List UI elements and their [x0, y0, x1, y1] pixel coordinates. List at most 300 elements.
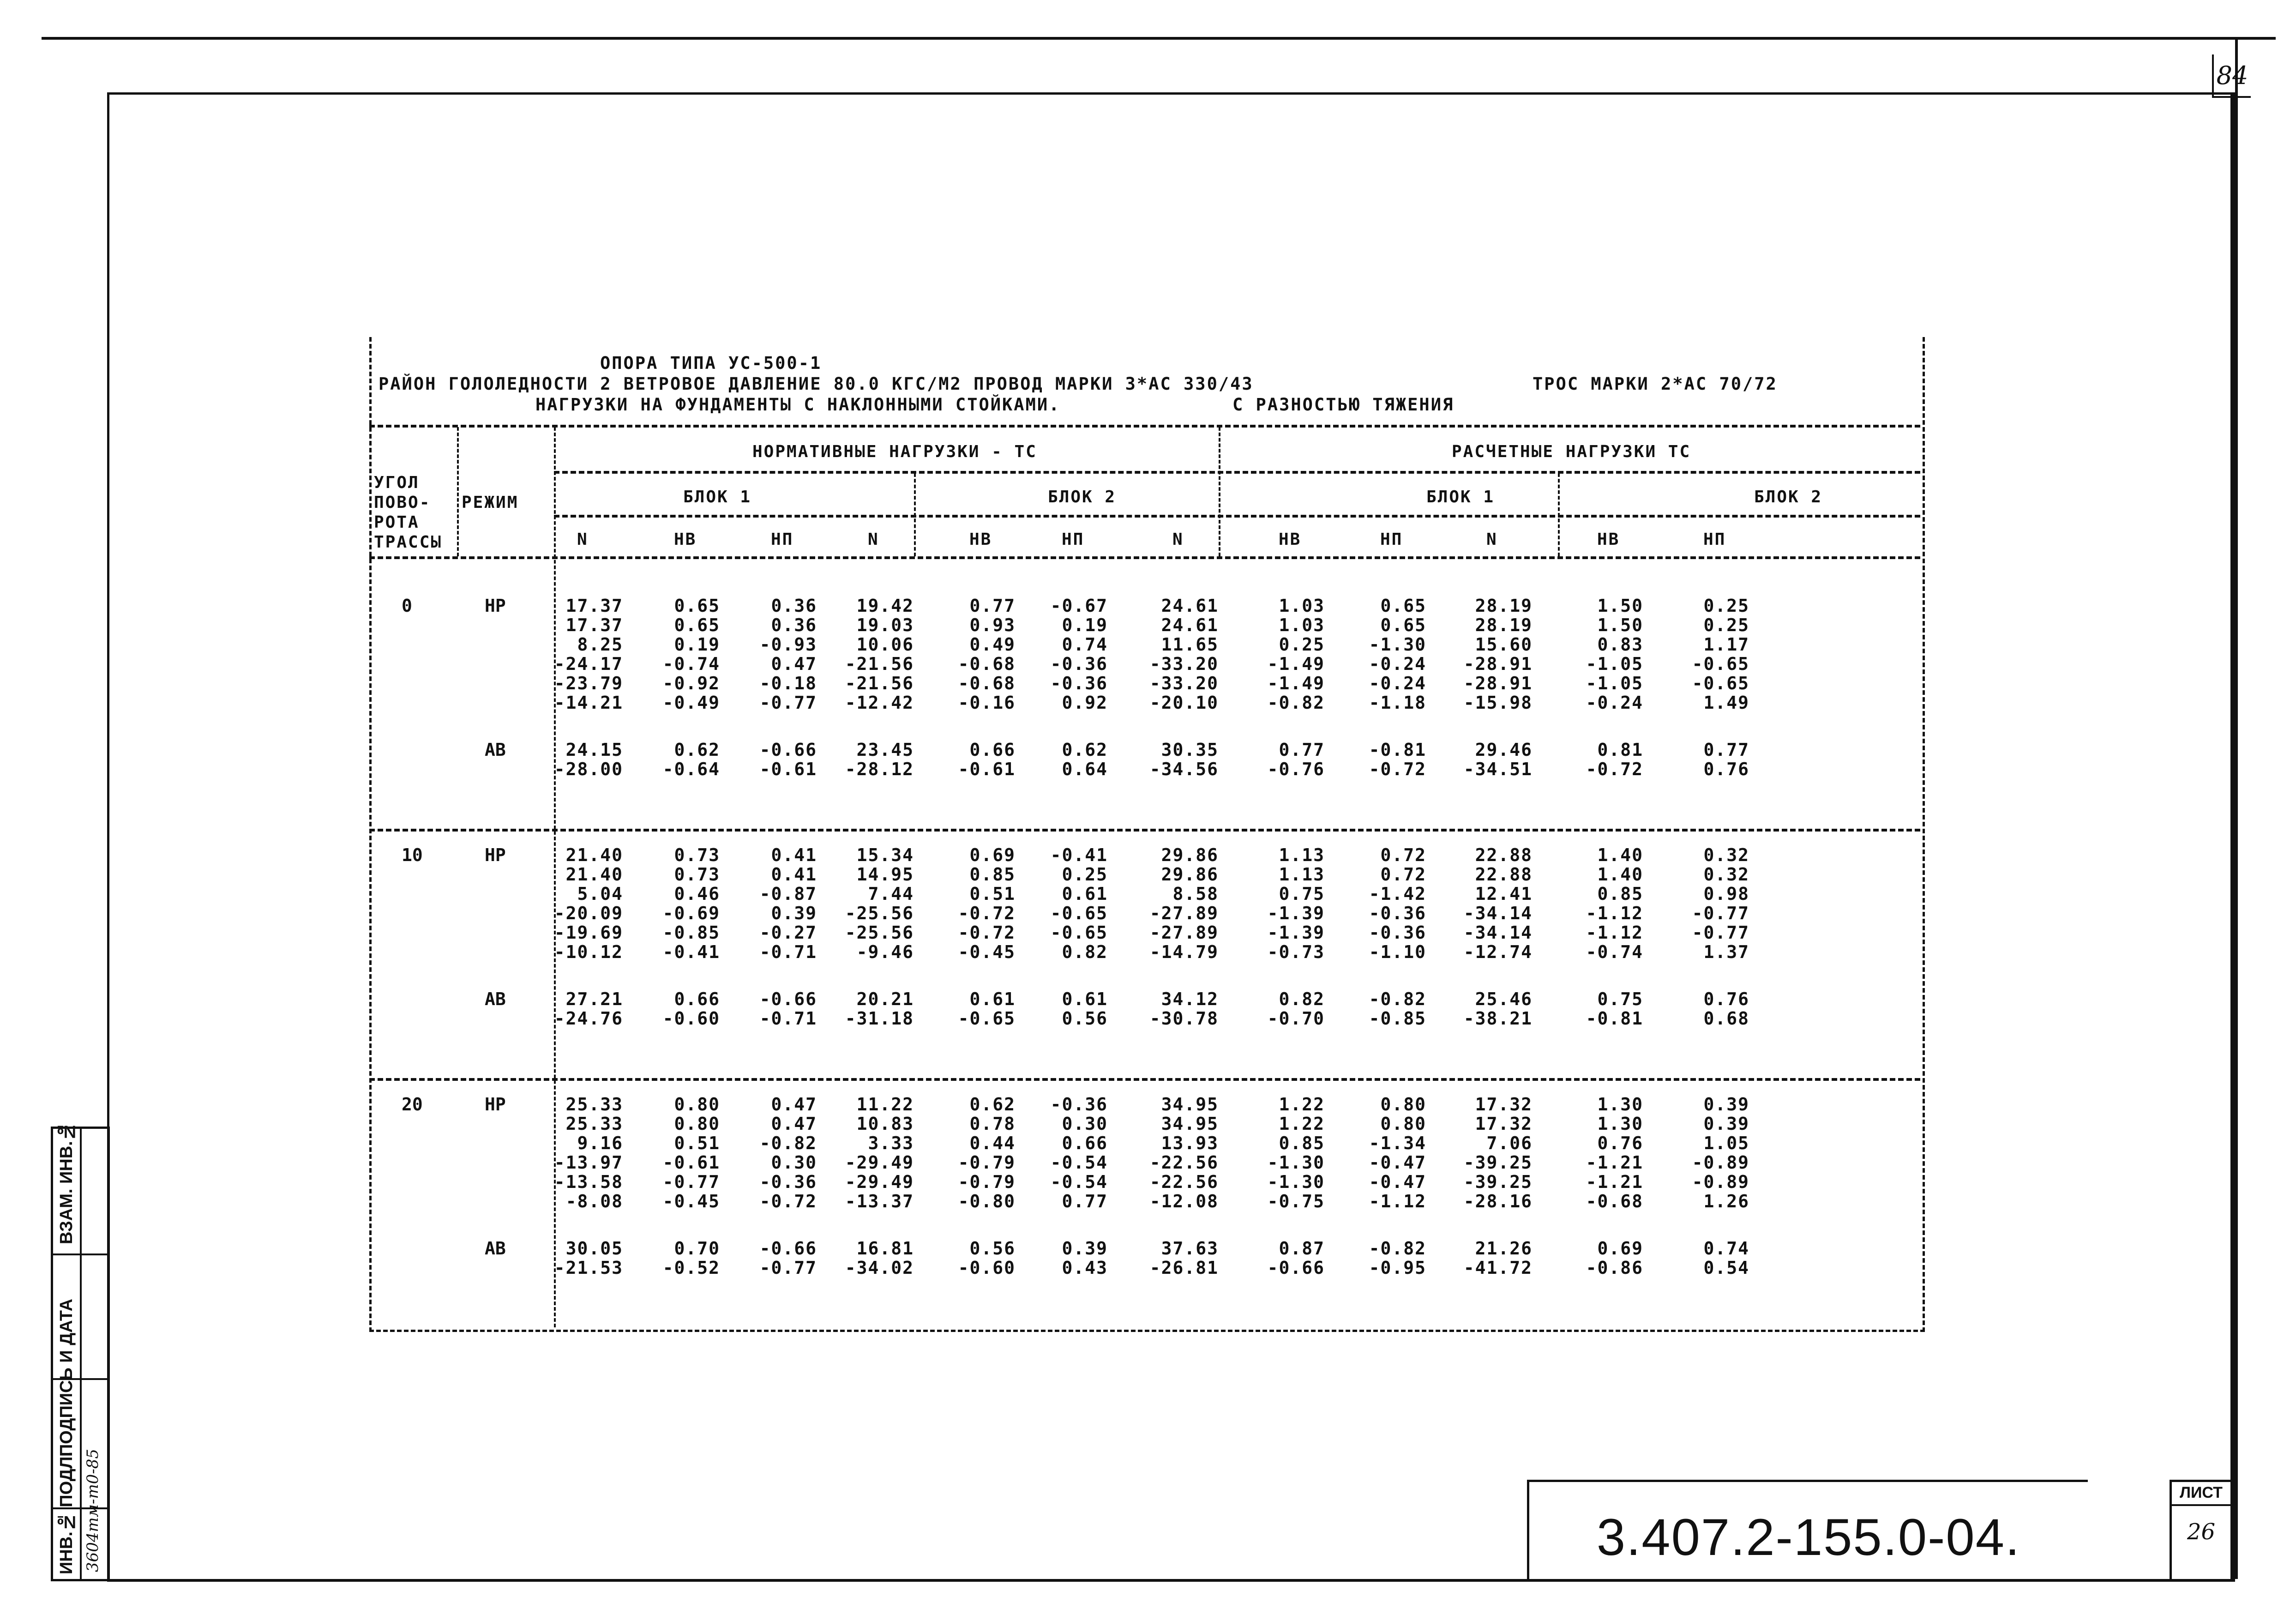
sheet-label: ЛИСТ	[2172, 1484, 2230, 1506]
table-cell: -27.89	[1149, 922, 1219, 943]
table-cell: 0.39	[771, 903, 817, 923]
table-cell: 0.73	[674, 845, 720, 865]
table-cell: 34.95	[1161, 1114, 1219, 1134]
table-cell: 0.92	[1062, 693, 1108, 713]
table-cell: -29.49	[845, 1152, 914, 1173]
table-cell: 10.06	[856, 634, 914, 655]
table-cell: -34.14	[1463, 922, 1533, 943]
table-cell: -1.49	[1267, 673, 1325, 693]
col-ugol-4: ТРАССЫ	[374, 533, 443, 552]
table-cell: -24.17	[554, 654, 623, 674]
header-line-1: ОПОРА ТИПА УС-500-1	[600, 353, 822, 373]
table-cell: -0.79	[958, 1152, 1016, 1173]
table-cell: -0.54	[1050, 1152, 1108, 1173]
table-cell: -22.56	[1149, 1152, 1219, 1173]
table-cell: -20.10	[1149, 693, 1219, 713]
table-cell: -1.39	[1267, 903, 1325, 923]
table-cell: -0.89	[1692, 1172, 1749, 1192]
col-ugol-3: РОТА	[374, 513, 420, 532]
table-cell: 22.88	[1475, 845, 1533, 865]
table-cell: -33.20	[1149, 673, 1219, 693]
subcolumn-header: НП	[771, 530, 794, 549]
group-calculated: РАСЧЕТНЫЕ НАГРУЗКИ ТС	[1452, 442, 1691, 461]
table-cell: -39.25	[1463, 1172, 1533, 1192]
col-ugol-2: ПОВО-	[374, 493, 431, 512]
table-cell: -0.82	[1369, 1238, 1426, 1259]
table-cell: 0.25	[1703, 596, 1749, 616]
table-cell: 0.39	[1703, 1094, 1749, 1115]
table-cell: -14.79	[1149, 942, 1219, 962]
table-cell: 1.40	[1597, 864, 1643, 885]
table-cell: 24.61	[1161, 615, 1219, 635]
table-cell: 8.58	[1172, 884, 1219, 904]
header-line-3a: НАГРУЗКИ НА ФУНДАМЕНТЫ С НАКЛОННЫМИ СТОЙКАМИ.	[535, 395, 1061, 415]
table-cell: 0.47	[771, 1094, 817, 1115]
table-cell: -0.67	[1050, 596, 1108, 616]
table-cell: -1.21	[1586, 1172, 1643, 1192]
table-cell: -0.66	[759, 989, 817, 1009]
table-cell: 13.93	[1161, 1133, 1219, 1153]
table-cell: 0.82	[1279, 989, 1325, 1009]
table-cell: -0.66	[759, 740, 817, 760]
table-cell: -0.66	[1267, 1258, 1325, 1278]
table-cell: 1.49	[1703, 693, 1749, 713]
table-cell: -0.49	[662, 693, 720, 713]
table-cell: -0.36	[1369, 922, 1426, 943]
table-cell: 0.69	[1597, 1238, 1643, 1259]
table-cell: -25.56	[845, 903, 914, 923]
table-cell: -30.78	[1149, 1008, 1219, 1029]
table-cell: 29.86	[1161, 845, 1219, 865]
table-cell: 0.47	[771, 1114, 817, 1134]
table-cell: -0.65	[1692, 673, 1749, 693]
table-cell: -0.77	[1692, 903, 1749, 923]
mode-label: АВ	[485, 1238, 506, 1259]
table-cell: 21.40	[565, 864, 623, 885]
table-cell: 1.40	[1597, 845, 1643, 865]
angle-value: 10	[402, 845, 423, 865]
table-cell: 0.54	[1703, 1258, 1749, 1278]
divider-norm-rasch	[1219, 427, 1220, 556]
subcol-rule	[554, 515, 1920, 518]
table-cell: -0.82	[759, 1133, 817, 1153]
table-cell: -0.68	[958, 673, 1016, 693]
table-cell: 0.77	[1062, 1191, 1108, 1211]
table-cell: 0.77	[969, 596, 1016, 616]
table-cell: 0.61	[1062, 884, 1108, 904]
table-cell: 0.36	[771, 596, 817, 616]
sheet-number-box	[2170, 1480, 2230, 1579]
table-cell: 37.63	[1161, 1238, 1219, 1259]
table-cell: 0.78	[969, 1114, 1016, 1134]
table-cell: 0.76	[1703, 759, 1749, 779]
table-cell: -0.68	[1586, 1191, 1643, 1211]
table-cell: 28.19	[1475, 596, 1533, 616]
table-cell: -34.02	[845, 1258, 914, 1278]
sheet-right-edge	[2235, 37, 2238, 1579]
table-cell: -26.81	[1149, 1258, 1219, 1278]
blok1-calculated: БЛОК 1	[1426, 488, 1495, 506]
table-cell: 0.93	[969, 615, 1016, 635]
table-cell: -0.69	[662, 903, 720, 923]
table-cell: -13.37	[845, 1191, 914, 1211]
table-cell: -0.65	[1050, 922, 1108, 943]
table-cell: 0.76	[1597, 1133, 1643, 1153]
table-cell: 10.83	[856, 1114, 914, 1134]
group-separator	[369, 829, 1920, 832]
table-cell: -0.24	[1586, 693, 1643, 713]
table-cell: 0.72	[1380, 845, 1426, 865]
table-cell: -21.56	[845, 654, 914, 674]
table-cell: 0.72	[1380, 864, 1426, 885]
col-rezhim: РЕЖИМ	[462, 493, 519, 512]
table-cell: 20.21	[856, 989, 914, 1009]
table-cell: -0.65	[1692, 654, 1749, 674]
title-block	[1527, 1480, 2088, 1579]
table-cell: -0.73	[1267, 942, 1325, 962]
table-cell: -28.00	[554, 759, 623, 779]
header-bottom-rule	[369, 556, 1920, 559]
sheet-top-line	[42, 37, 2276, 40]
table-cell: -21.53	[554, 1258, 623, 1278]
table-cell: 34.95	[1161, 1094, 1219, 1115]
table-cell: 11.65	[1161, 634, 1219, 655]
table-cell: 0.80	[1380, 1114, 1426, 1134]
table-cell: -12.42	[845, 693, 914, 713]
table-cell: -0.77	[759, 1258, 817, 1278]
table-cell: -0.36	[1050, 654, 1108, 674]
table-cell: 0.36	[771, 615, 817, 635]
table-cell: 0.66	[1062, 1133, 1108, 1153]
table-cell: 0.25	[1703, 615, 1749, 635]
table-cell: 24.15	[565, 740, 623, 760]
table-cell: -0.76	[1267, 759, 1325, 779]
table-cell: -21.56	[845, 673, 914, 693]
table-cell: 30.05	[565, 1238, 623, 1259]
table-cell: 0.43	[1062, 1258, 1108, 1278]
table-cell: -0.61	[759, 759, 817, 779]
table-cell: 1.03	[1279, 596, 1325, 616]
group-normative: НОРМАТИВНЫЕ НАГРУЗКИ - ТС	[752, 442, 1037, 461]
table-cell: -0.18	[759, 673, 817, 693]
table-cell: 29.86	[1161, 864, 1219, 885]
table-cell: -33.20	[1149, 654, 1219, 674]
table-cell: 27.21	[565, 989, 623, 1009]
table-cell: -25.56	[845, 922, 914, 943]
table-cell: -24.76	[554, 1008, 623, 1029]
table-cell: -0.36	[1050, 673, 1108, 693]
table-cell: 0.64	[1062, 759, 1108, 779]
table-cell: 0.87	[1279, 1238, 1325, 1259]
table-cell: -0.77	[1692, 922, 1749, 943]
table-cell: -10.12	[554, 942, 623, 962]
table-cell: 11.22	[856, 1094, 914, 1115]
subcolumn-header: НП	[1703, 530, 1726, 549]
table-cell: -0.60	[958, 1258, 1016, 1278]
table-cell: 0.66	[969, 740, 1016, 760]
table-cell: -0.60	[662, 1008, 720, 1029]
table-cell: 0.62	[674, 740, 720, 760]
table-cell: 0.82	[1062, 942, 1108, 962]
table-cell: 15.60	[1475, 634, 1533, 655]
sheet-corner-number: 84	[2212, 54, 2251, 98]
table-cell: -0.81	[1586, 1008, 1643, 1029]
table-cell: 0.74	[1703, 1238, 1749, 1259]
divider-ugol	[457, 427, 459, 556]
table-cell: -0.65	[1050, 903, 1108, 923]
table-cell: 0.25	[1279, 634, 1325, 655]
table-cell: -1.05	[1586, 673, 1643, 693]
table-cell: -1.05	[1586, 654, 1643, 674]
table-cell: -0.85	[1369, 1008, 1426, 1029]
table-cell: 0.85	[1279, 1133, 1325, 1153]
table-cell: -0.47	[1369, 1152, 1426, 1173]
table-cell: 17.32	[1475, 1094, 1533, 1115]
subheader-rule	[554, 471, 1920, 474]
table-cell: -1.10	[1369, 942, 1426, 962]
table-cell: -0.81	[1369, 740, 1426, 760]
table-cell: -1.12	[1586, 903, 1643, 923]
table-cell: 0.65	[674, 596, 720, 616]
table-cell: -22.56	[1149, 1172, 1219, 1192]
table-cell: -0.82	[1369, 989, 1426, 1009]
table-cell: -34.14	[1463, 903, 1533, 923]
table-cell: -0.61	[662, 1152, 720, 1173]
header-line-2a: РАЙОН ГОЛОЛЕДНОСТИ 2 ВЕТРОВОЕ ДАВЛЕНИЕ 80.0 КГС/М2 ПРОВОД МАРКИ 3*АС 330/43	[379, 374, 1254, 394]
subcolumn-header: N	[1172, 530, 1184, 549]
table-cell: 0.73	[674, 864, 720, 885]
table-cell: -0.75	[1267, 1191, 1325, 1211]
table-cell: -8.08	[565, 1191, 623, 1211]
table-cell: -0.72	[958, 903, 1016, 923]
table-cell: 0.75	[1279, 884, 1325, 904]
table-cell: -0.65	[958, 1008, 1016, 1029]
table-cell: -0.77	[662, 1172, 720, 1192]
subcolumn-header: N	[868, 530, 879, 549]
table-cell: -0.27	[759, 922, 817, 943]
table-cell: -0.85	[662, 922, 720, 943]
divider-blok-rasch	[1558, 473, 1560, 556]
table-cell: 1.05	[1703, 1133, 1749, 1153]
table-cell: -0.66	[759, 1238, 817, 1259]
table-cell: 0.49	[969, 634, 1016, 655]
table-cell: -28.12	[845, 759, 914, 779]
table-cell: 16.81	[856, 1238, 914, 1259]
table-cell: 0.70	[674, 1238, 720, 1259]
table-cell: 17.37	[565, 615, 623, 635]
table-cell: 3.33	[868, 1133, 914, 1153]
divider-blok-norm	[914, 473, 916, 556]
table-cell: -0.24	[1369, 673, 1426, 693]
table-cell: -1.12	[1586, 922, 1643, 943]
table-cell: -1.30	[1369, 634, 1426, 655]
table-cell: 1.26	[1703, 1191, 1749, 1211]
table-cell: 0.62	[1062, 740, 1108, 760]
table-cell: -0.41	[662, 942, 720, 962]
table-cell: -0.70	[1267, 1008, 1325, 1029]
table-cell: 0.61	[969, 989, 1016, 1009]
table-cell: -0.87	[759, 884, 817, 904]
table-cell: 0.56	[1062, 1008, 1108, 1029]
table-cell: 0.80	[674, 1094, 720, 1115]
table-cell: -0.80	[958, 1191, 1016, 1211]
table-cell: -38.21	[1463, 1008, 1533, 1029]
table-cell: 0.83	[1597, 634, 1643, 655]
table-cell: -28.91	[1463, 654, 1533, 674]
table-cell: -1.30	[1267, 1172, 1325, 1192]
subcolumn-header: N	[577, 530, 589, 549]
angle-value: 0	[402, 596, 412, 616]
table-cell: -0.47	[1369, 1172, 1426, 1192]
table-cell: 0.85	[969, 864, 1016, 885]
subcolumn-header: НВ	[1279, 530, 1302, 549]
load-table-printout	[369, 337, 1925, 1334]
table-cell: 0.66	[674, 989, 720, 1009]
subcolumn-header: НВ	[674, 530, 697, 549]
mode-label: НР	[485, 1094, 506, 1115]
table-cell: 0.51	[969, 884, 1016, 904]
table-cell: -34.51	[1463, 759, 1533, 779]
header-rule	[369, 425, 1920, 428]
table-cell: -0.89	[1692, 1152, 1749, 1173]
header-line-3b: С РАЗНОСТЬЮ ТЯЖЕНИЯ	[1232, 395, 1455, 415]
table-cell: -0.45	[662, 1191, 720, 1211]
table-cell: 1.30	[1597, 1094, 1643, 1115]
table-cell: 0.65	[1380, 615, 1426, 635]
header-line-2b: ТРОС МАРКИ 2*АС 70/72	[1533, 374, 1778, 394]
table-cell: 0.39	[1703, 1114, 1749, 1134]
subcolumn-header: НВ	[969, 530, 992, 549]
table-cell: 24.61	[1161, 596, 1219, 616]
table-cell: 1.17	[1703, 634, 1749, 655]
table-cell: 1.13	[1279, 864, 1325, 885]
table-cell: 0.47	[771, 654, 817, 674]
table-cell: -1.42	[1369, 884, 1426, 904]
table-cell: -29.49	[845, 1172, 914, 1192]
table-cell: 0.62	[969, 1094, 1016, 1115]
stamp-handwritten-number: 3604тм-т0-85	[84, 1448, 102, 1572]
table-cell: -0.36	[759, 1172, 817, 1192]
table-cell: -1.12	[1369, 1191, 1426, 1211]
table-cell: -0.82	[1267, 693, 1325, 713]
table-cell: 0.98	[1703, 884, 1749, 904]
table-cell: -0.77	[759, 693, 817, 713]
table-cell: -0.72	[759, 1191, 817, 1211]
document-number: 3.407.2-155.0-04.	[1596, 1508, 2021, 1566]
table-cell: -0.71	[759, 942, 817, 962]
blok1-normative: БЛОК 1	[683, 488, 752, 506]
table-cell: 1.22	[1279, 1094, 1325, 1115]
table-cell: 17.32	[1475, 1114, 1533, 1134]
table-cell: 7.06	[1486, 1133, 1533, 1153]
table-cell: -0.93	[759, 634, 817, 655]
table-cell: 21.26	[1475, 1238, 1533, 1259]
table-cell: 7.44	[868, 884, 914, 904]
table-cell: -0.61	[958, 759, 1016, 779]
table-cell: 0.39	[1062, 1238, 1108, 1259]
table-cell: 0.25	[1062, 864, 1108, 885]
table-cell: -0.72	[1586, 759, 1643, 779]
table-cell: -28.91	[1463, 673, 1533, 693]
table-cell: 14.95	[856, 864, 914, 885]
table-cell: 17.37	[565, 596, 623, 616]
table-cell: -12.74	[1463, 942, 1533, 962]
table-cell: -23.79	[554, 673, 623, 693]
table-cell: 1.22	[1279, 1114, 1325, 1134]
table-cell: 0.80	[674, 1114, 720, 1134]
table-cell: 19.42	[856, 596, 914, 616]
table-cell: 25.46	[1475, 989, 1533, 1009]
table-cell: -1.21	[1586, 1152, 1643, 1173]
table-cell: 22.88	[1475, 864, 1533, 885]
table-cell: 0.61	[1062, 989, 1108, 1009]
table-cell: 0.74	[1062, 634, 1108, 655]
table-cell: 0.30	[771, 1152, 817, 1173]
table-cell: -9.46	[856, 942, 914, 962]
sheet-number: 26	[2187, 1519, 2216, 1545]
table-cell: -15.98	[1463, 693, 1533, 713]
table-cell: -1.39	[1267, 922, 1325, 943]
table-cell: -1.34	[1369, 1133, 1426, 1153]
table-cell: 9.16	[577, 1133, 623, 1153]
group-separator	[369, 1078, 1920, 1081]
subcolumn-header: НП	[1062, 530, 1085, 549]
table-cell: 30.35	[1161, 740, 1219, 760]
table-cell: -0.52	[662, 1258, 720, 1278]
table-cell: 12.41	[1475, 884, 1533, 904]
table-cell: -1.30	[1267, 1152, 1325, 1173]
table-cell: -39.25	[1463, 1152, 1533, 1173]
table-cell: 1.03	[1279, 615, 1325, 635]
table-cell: 1.13	[1279, 845, 1325, 865]
table-cell: -0.95	[1369, 1258, 1426, 1278]
subcolumn-header: НВ	[1597, 530, 1620, 549]
table-cell: -0.24	[1369, 654, 1426, 674]
subcolumn-header: НП	[1380, 530, 1403, 549]
table-cell: 0.76	[1703, 989, 1749, 1009]
table-cell: 28.19	[1475, 615, 1533, 635]
table-cell: -20.09	[554, 903, 623, 923]
table-cell: 29.46	[1475, 740, 1533, 760]
table-cell: 0.77	[1703, 740, 1749, 760]
table-cell: 19.03	[856, 615, 914, 635]
table-cell: -0.74	[662, 654, 720, 674]
angle-value: 20	[402, 1094, 423, 1115]
table-cell: 15.34	[856, 845, 914, 865]
table-cell: -34.56	[1149, 759, 1219, 779]
table-cell: 1.50	[1597, 596, 1643, 616]
table-cell: 8.25	[577, 634, 623, 655]
stamp-divider	[53, 1253, 108, 1255]
table-cell: -0.79	[958, 1172, 1016, 1192]
table-cell: -0.72	[1369, 759, 1426, 779]
table-cell: -0.16	[958, 693, 1016, 713]
stamp-podpis-data: ПОДПИСЬ И ДАТА	[57, 1298, 76, 1457]
table-cell: -13.58	[554, 1172, 623, 1192]
table-cell: -31.18	[845, 1008, 914, 1029]
table-cell: 0.46	[674, 884, 720, 904]
table-cell: 0.41	[771, 845, 817, 865]
table-cell: 0.19	[674, 634, 720, 655]
stamp-inv-podl: ИНВ.№ ПОДЛ.	[57, 1452, 76, 1574]
table-cell: -0.64	[662, 759, 720, 779]
table-cell: 0.19	[1062, 615, 1108, 635]
table-cell: 0.65	[1380, 596, 1426, 616]
mode-label: АВ	[485, 740, 506, 760]
table-cell: 0.32	[1703, 845, 1749, 865]
table-cell: 34.12	[1161, 989, 1219, 1009]
registration-stamp	[51, 1121, 110, 1581]
